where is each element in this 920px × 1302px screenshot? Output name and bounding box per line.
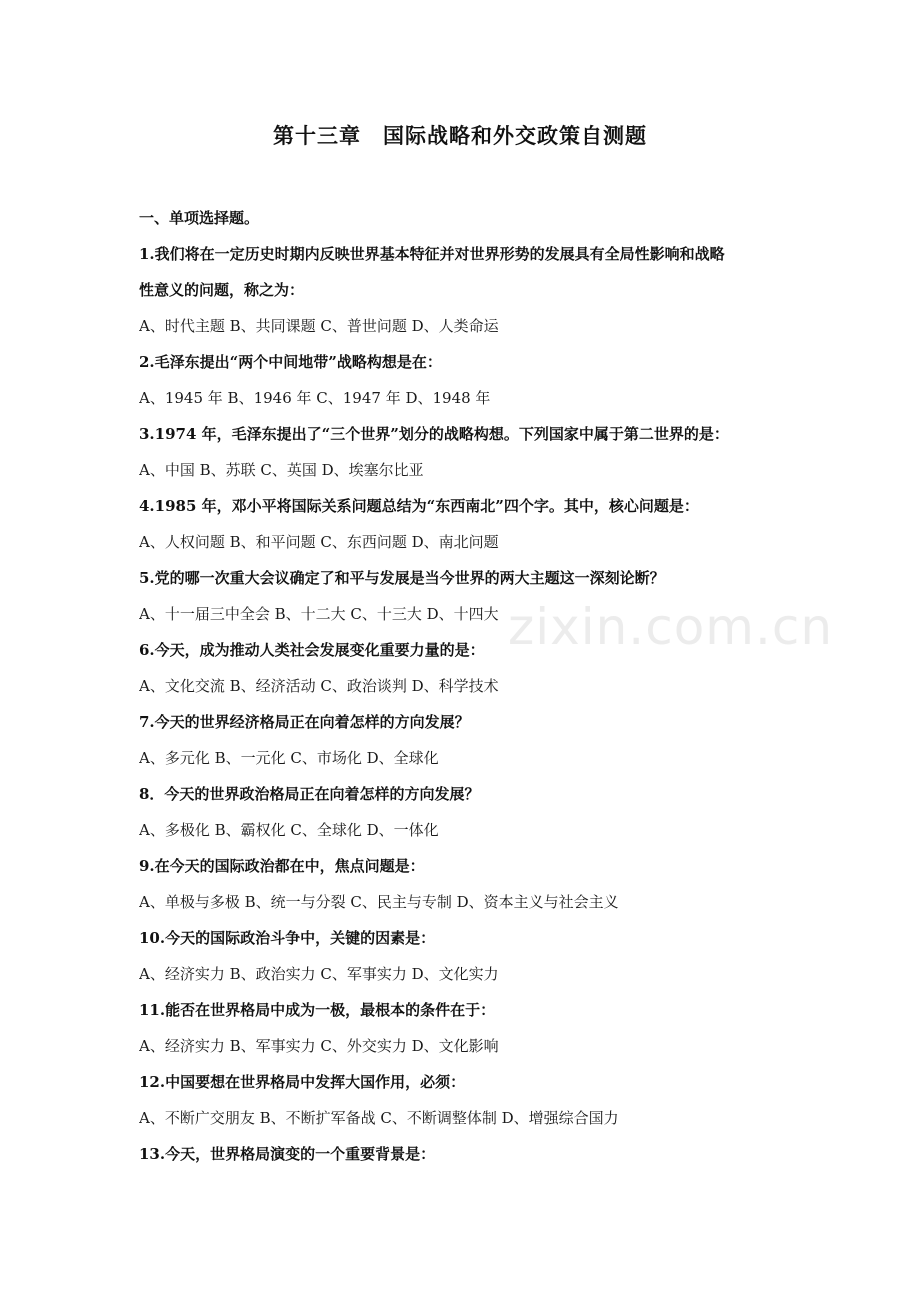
option-text: A、经济实力 B、政治实力 C、军事实力 D、文化实力	[139, 965, 499, 983]
question-text: 11.能否在世界格局中成为一极，最根本的条件在于：	[139, 1001, 496, 1019]
question-text: 2.毛泽东提出“两个中间地带”战略构想是在：	[139, 353, 442, 371]
question-text: 5.党的哪一次重大会议确定了和平与发展是当今世界的两大主题这一深刻论断？	[139, 569, 665, 587]
question-text: 12.中国要想在世界格局中发挥大国作用，必须：	[139, 1073, 466, 1091]
page-title: 第十三章 国际战略和外交政策自测题	[273, 123, 647, 148]
question-text: 3.1974 年，毛泽东提出了“三个世界”划分的战略构想。下列国家中属于第二世界的是：	[139, 425, 729, 443]
option-text: A、经济实力 B、军事实力 C、外交实力 D、文化影响	[139, 1037, 499, 1055]
question-text: 7.今天的世界经济格局正在向着怎样的方向发展？	[139, 713, 470, 731]
question-text: 6.今天，成为推动人类社会发展变化重要力量的是：	[139, 641, 485, 659]
question-list	[139, 200, 799, 1172]
question-text: 9.在今天的国际政治都在中，焦点问题是：	[139, 857, 425, 875]
question-text: 4.1985 年，邓小平将国际关系问题总结为“东西南北”四个字。其中，核心问题是：	[139, 497, 699, 515]
question-text: 8．今天的世界政治格局正在向着怎样的方向发展？	[139, 785, 480, 803]
option-text: A、文化交流 B、经济活动 C、政治谈判 D、科学技术	[139, 677, 499, 695]
question-text: 13.今天，世界格局演变的一个重要背景是：	[139, 1145, 436, 1163]
option-text: A、多极化 B、霸权化 C、全球化 D、一体化	[139, 821, 439, 839]
section-heading: 一、单项选择题。	[139, 209, 260, 227]
question-text: 10.今天的国际政治斗争中，关键的因素是：	[139, 929, 436, 947]
option-text: A、多元化 B、一元化 C、市场化 D、全球化	[139, 749, 439, 767]
option-text: A、人权问题 B、和平问题 C、东西问题 D、南北问题	[139, 533, 499, 551]
option-text: A、时代主题 B、共同课题 C、普世问题 D、人类命运	[139, 317, 499, 335]
question-text: 1.我们将在一定历史时期内反映世界基本特征并对世界形势的发展具有全局性影响和战略	[139, 245, 725, 263]
question-lines	[139, 236, 799, 1172]
question-text: 性意义的问题，称之为：	[139, 281, 305, 299]
option-text: A、1945 年 B、1946 年 C、1947 年 D、1948 年	[139, 389, 491, 407]
option-text: A、单极与多极 B、统一与分裂 C、民主与专制 D、资本主义与社会主义	[139, 893, 619, 911]
option-text: A、不断广交朋友 B、不断扩军备战 C、不断调整体制 D、增强综合国力	[139, 1109, 619, 1127]
option-text: A、中国 B、苏联 C、英国 D、埃塞尔比亚	[139, 461, 424, 479]
option-text: A、十一届三中全会 B、十二大 C、十三大 D、十四大	[139, 605, 499, 623]
watermark: zixin.com.cn	[508, 598, 834, 656]
